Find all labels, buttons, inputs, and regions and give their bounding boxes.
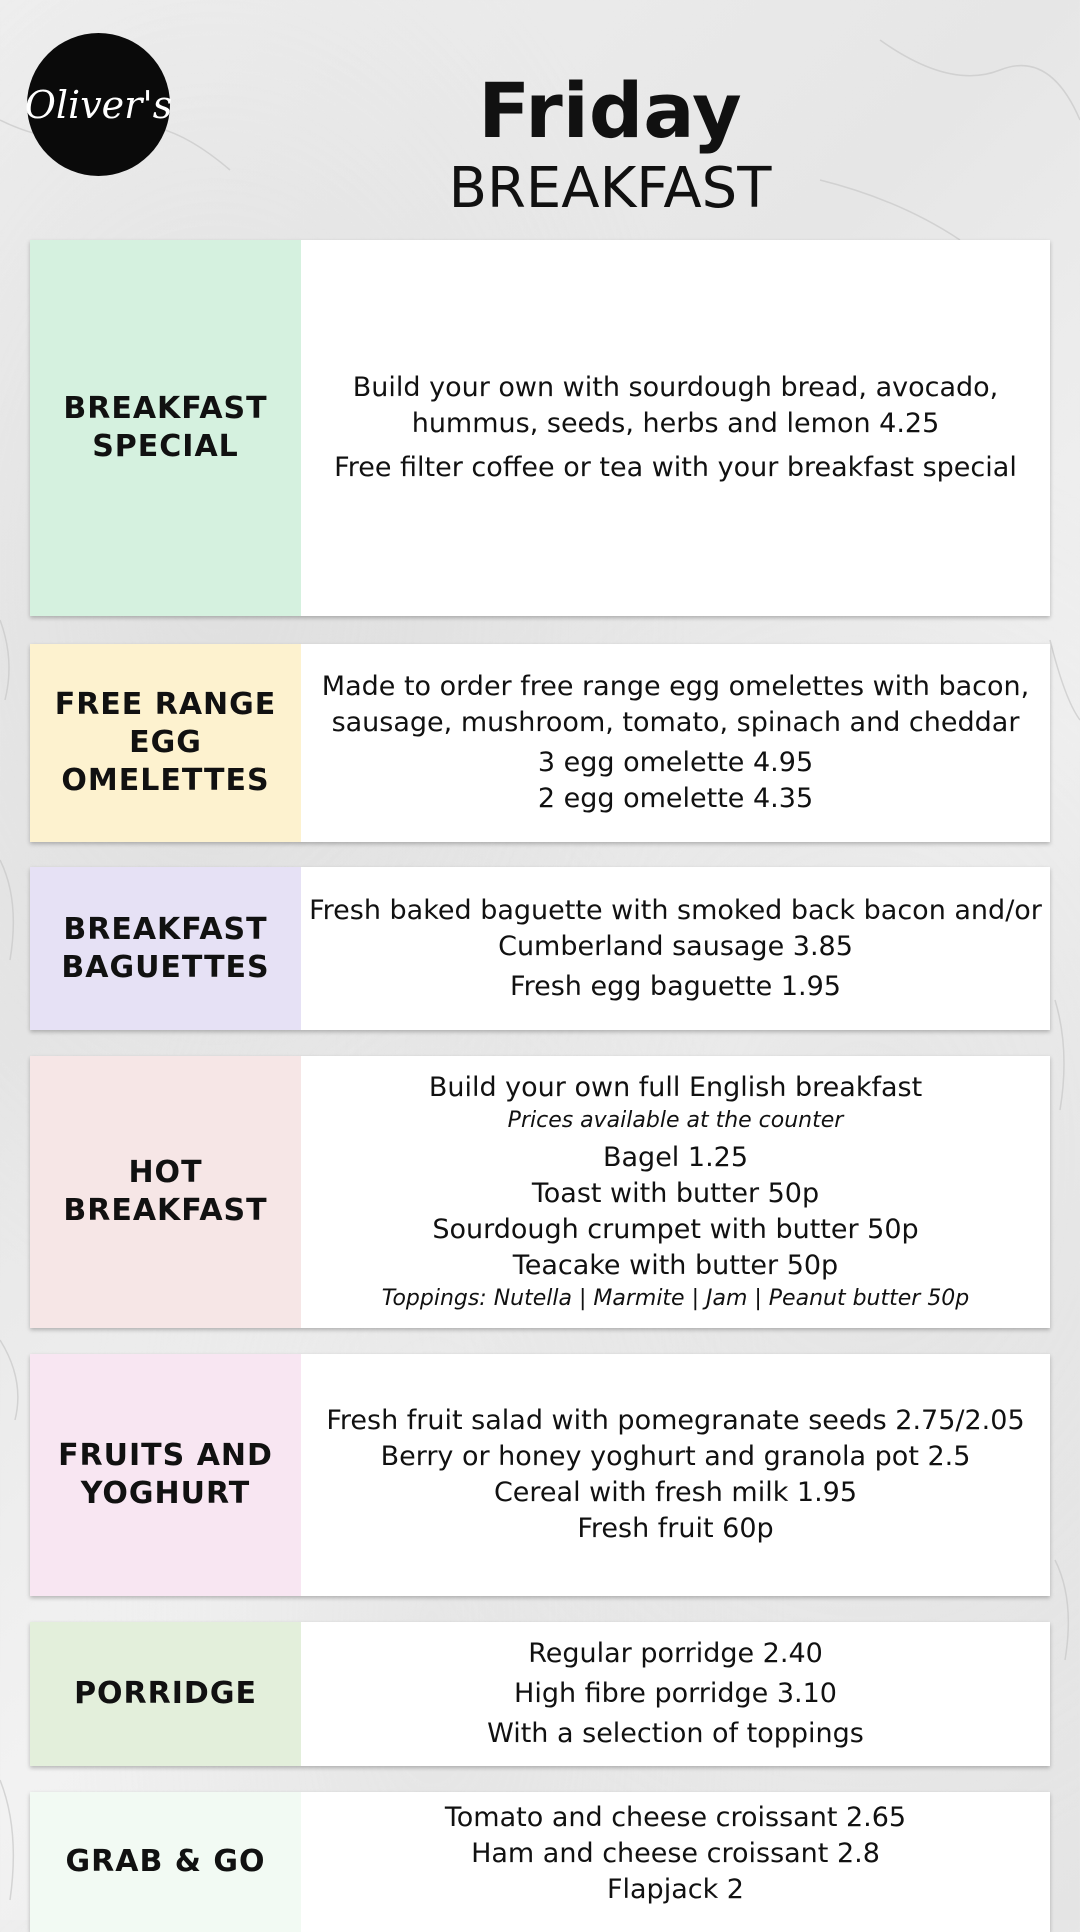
section-label: PORRIDGE xyxy=(30,1622,301,1766)
section-label: BREAKFAST SPECIAL xyxy=(30,240,301,616)
section-content xyxy=(301,644,1050,842)
section-fruits-yoghurt xyxy=(30,1354,1050,1596)
section-label: FREE RANGE EGG OMELETTES xyxy=(30,644,301,842)
section-omelettes xyxy=(30,644,1050,842)
menu-line: 2 egg omelette 4.35 xyxy=(537,783,814,814)
section-porridge xyxy=(30,1622,1050,1766)
menu-line: Build your own with sourdough bread, avocado, xyxy=(352,372,999,403)
menu-line: Tomato and cheese croissant 2.65 xyxy=(444,1802,907,1833)
section-label: FRUITS AND YOGHURT xyxy=(30,1354,301,1596)
menu-line: Fresh baked baguette with smoked back bacon and/or xyxy=(309,894,1042,926)
menu-line: High fibre porridge 3.10 xyxy=(514,1678,837,1709)
menu-line: Regular porridge 2.40 xyxy=(528,1638,823,1669)
section-label: GRAB & GO xyxy=(30,1792,301,1932)
section-grab-and-go xyxy=(30,1792,1050,1932)
day-title: Friday xyxy=(478,66,742,155)
menu-line: With a selection of toppings xyxy=(487,1718,864,1749)
menu-note: Prices available at the counter xyxy=(507,1108,844,1133)
menu-line: Free filter coffee or tea with your breakfast special xyxy=(334,452,1017,483)
menu-line: Fresh fruit salad with pomegranate seeds 2.75/2.05 xyxy=(326,1405,1025,1436)
menu-line: sausage, mushroom, tomato, spinach and cheddar xyxy=(331,707,1020,738)
menu-line: 3 egg omelette 4.95 xyxy=(537,747,814,778)
menu-line: Fresh egg baguette 1.95 xyxy=(510,970,841,1002)
menu-line: Toast with butter 50p xyxy=(531,1178,820,1209)
section-content xyxy=(301,1622,1050,1766)
menu-note: Toppings: Nutella | Marmite | Jam | Peanut butter 50p xyxy=(381,1286,970,1311)
section-breakfast-special xyxy=(30,240,1050,616)
oliver-logo xyxy=(24,33,173,176)
meal-title: BREAKFAST xyxy=(448,156,772,221)
menu-line: Made to order free range egg omelettes with bacon, xyxy=(321,671,1030,702)
menu-line: Berry or honey yoghurt and granola pot 2.5 xyxy=(380,1441,971,1472)
section-content xyxy=(301,1792,1050,1932)
section-baguettes xyxy=(30,867,1050,1030)
menu-line: Teacake with butter 50p xyxy=(512,1250,839,1281)
section-hot-breakfast xyxy=(30,1056,1050,1328)
menu-line: hummus, seeds, herbs and lemon 4.25 xyxy=(411,408,940,439)
section-content xyxy=(301,1056,1050,1328)
menu-line: Flapjack 2 xyxy=(606,1874,744,1905)
menu-line: Cereal with fresh milk 1.95 xyxy=(493,1477,858,1508)
menu-line: Sourdough crumpet with butter 50p xyxy=(432,1214,919,1245)
section-content xyxy=(301,867,1050,1030)
section-label: BREAKFAST BAGUETTES xyxy=(30,867,301,1030)
menu-line: Build your own full English breakfast xyxy=(428,1072,923,1103)
menu-line: Cumberland sausage 3.85 xyxy=(498,930,853,962)
menu-line: Ham and cheese croissant 2.8 xyxy=(471,1838,880,1869)
menu-line: Bagel 1.25 xyxy=(602,1142,749,1173)
section-content xyxy=(301,240,1050,616)
menu-line: Fresh fruit 60p xyxy=(577,1513,774,1544)
section-label: HOT BREAKFAST xyxy=(30,1056,301,1328)
logo-text: Oliver's xyxy=(24,82,173,127)
section-content xyxy=(301,1354,1050,1596)
